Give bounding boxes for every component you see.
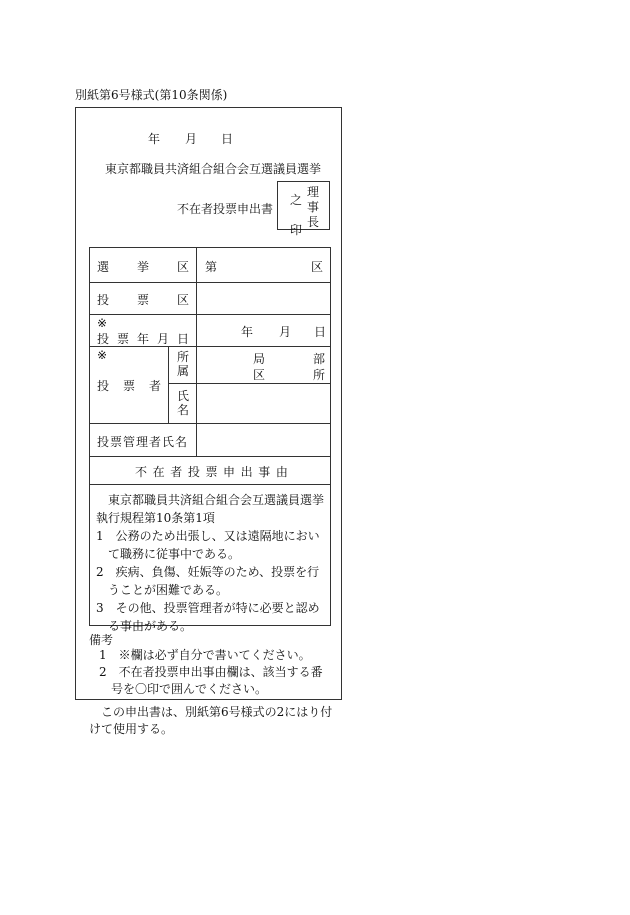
remarks-title: 備考: [89, 633, 114, 647]
form-number: 別紙第6号様式(第10条関係): [75, 88, 228, 102]
polling-manager-field[interactable]: [200, 427, 328, 453]
election-name: 東京都職員共済組合組合会互選議員選挙: [105, 162, 322, 176]
reason-line: る事由がある。: [96, 619, 193, 633]
voter-name-field[interactable]: [200, 387, 328, 420]
reason-option-3[interactable]: 3 その他、投票管理者が特に必要と認め: [96, 601, 320, 615]
footer-note: この申出書は、別紙第6号様式の2にはり付 けて使用する。: [89, 705, 333, 736]
district-label: 選 挙 区: [97, 260, 189, 274]
date-day: 日: [221, 132, 234, 146]
voting-date-label: 投 票 年 月 日: [97, 332, 189, 346]
remark-item: 2 不在者投票申出事由欄は、該当する番: [99, 665, 323, 679]
remarks-list: [99, 647, 323, 698]
form-title: 不在者投票申出書: [177, 202, 274, 216]
reason-line: 東京都職員共済組合組合会互選議員選挙: [96, 493, 325, 507]
affiliation-ward: 区: [253, 368, 266, 382]
reason-line: うことが困難である。: [96, 583, 229, 597]
seal-text-right: 理 事 長: [307, 185, 320, 229]
district-prefix: 第: [205, 260, 218, 274]
date-year: 年: [148, 132, 161, 146]
affiliation-label: 所 属: [177, 350, 190, 378]
voter-label: 投 票 者: [97, 379, 161, 393]
required-mark: ※: [97, 348, 108, 362]
reason-line: て職務に従事中である。: [96, 547, 241, 561]
seal-box: [277, 181, 330, 230]
name-label: 氏 名: [177, 389, 190, 417]
remark-item: 号を〇印で囲んでください。: [99, 682, 268, 696]
affiliation-bureau: 局: [253, 352, 266, 366]
reason-line: 執行規程第10条第1項: [96, 511, 215, 525]
polling-district-field[interactable]: [200, 286, 328, 311]
voting-date-day: 日: [314, 325, 327, 339]
polling-manager-label: 投票管理者氏名: [97, 435, 189, 449]
date-month: 月: [185, 132, 198, 146]
reason-header: 不 在 者 投 票 申 出 事 由: [135, 465, 288, 479]
voting-date-month: 月: [279, 325, 292, 339]
required-mark: ※: [97, 316, 108, 330]
voting-date-year: 年: [241, 325, 254, 339]
seal-text-left: 之 印: [290, 193, 303, 237]
affiliation-department: 部: [313, 352, 326, 366]
remark-item: 1 ※欄は必ず自分で書いてください。: [99, 648, 311, 662]
reason-option-1[interactable]: 1 公務のため出張し、又は遠隔地におい: [96, 529, 320, 543]
affiliation-office: 所: [313, 368, 326, 382]
district-suffix: 区: [311, 260, 324, 274]
reason-text: [96, 491, 324, 635]
polling-district-label: 投 票 区: [97, 293, 189, 307]
reason-option-2[interactable]: 2 疾病、負傷、妊娠等のため、投票を行: [96, 565, 320, 579]
